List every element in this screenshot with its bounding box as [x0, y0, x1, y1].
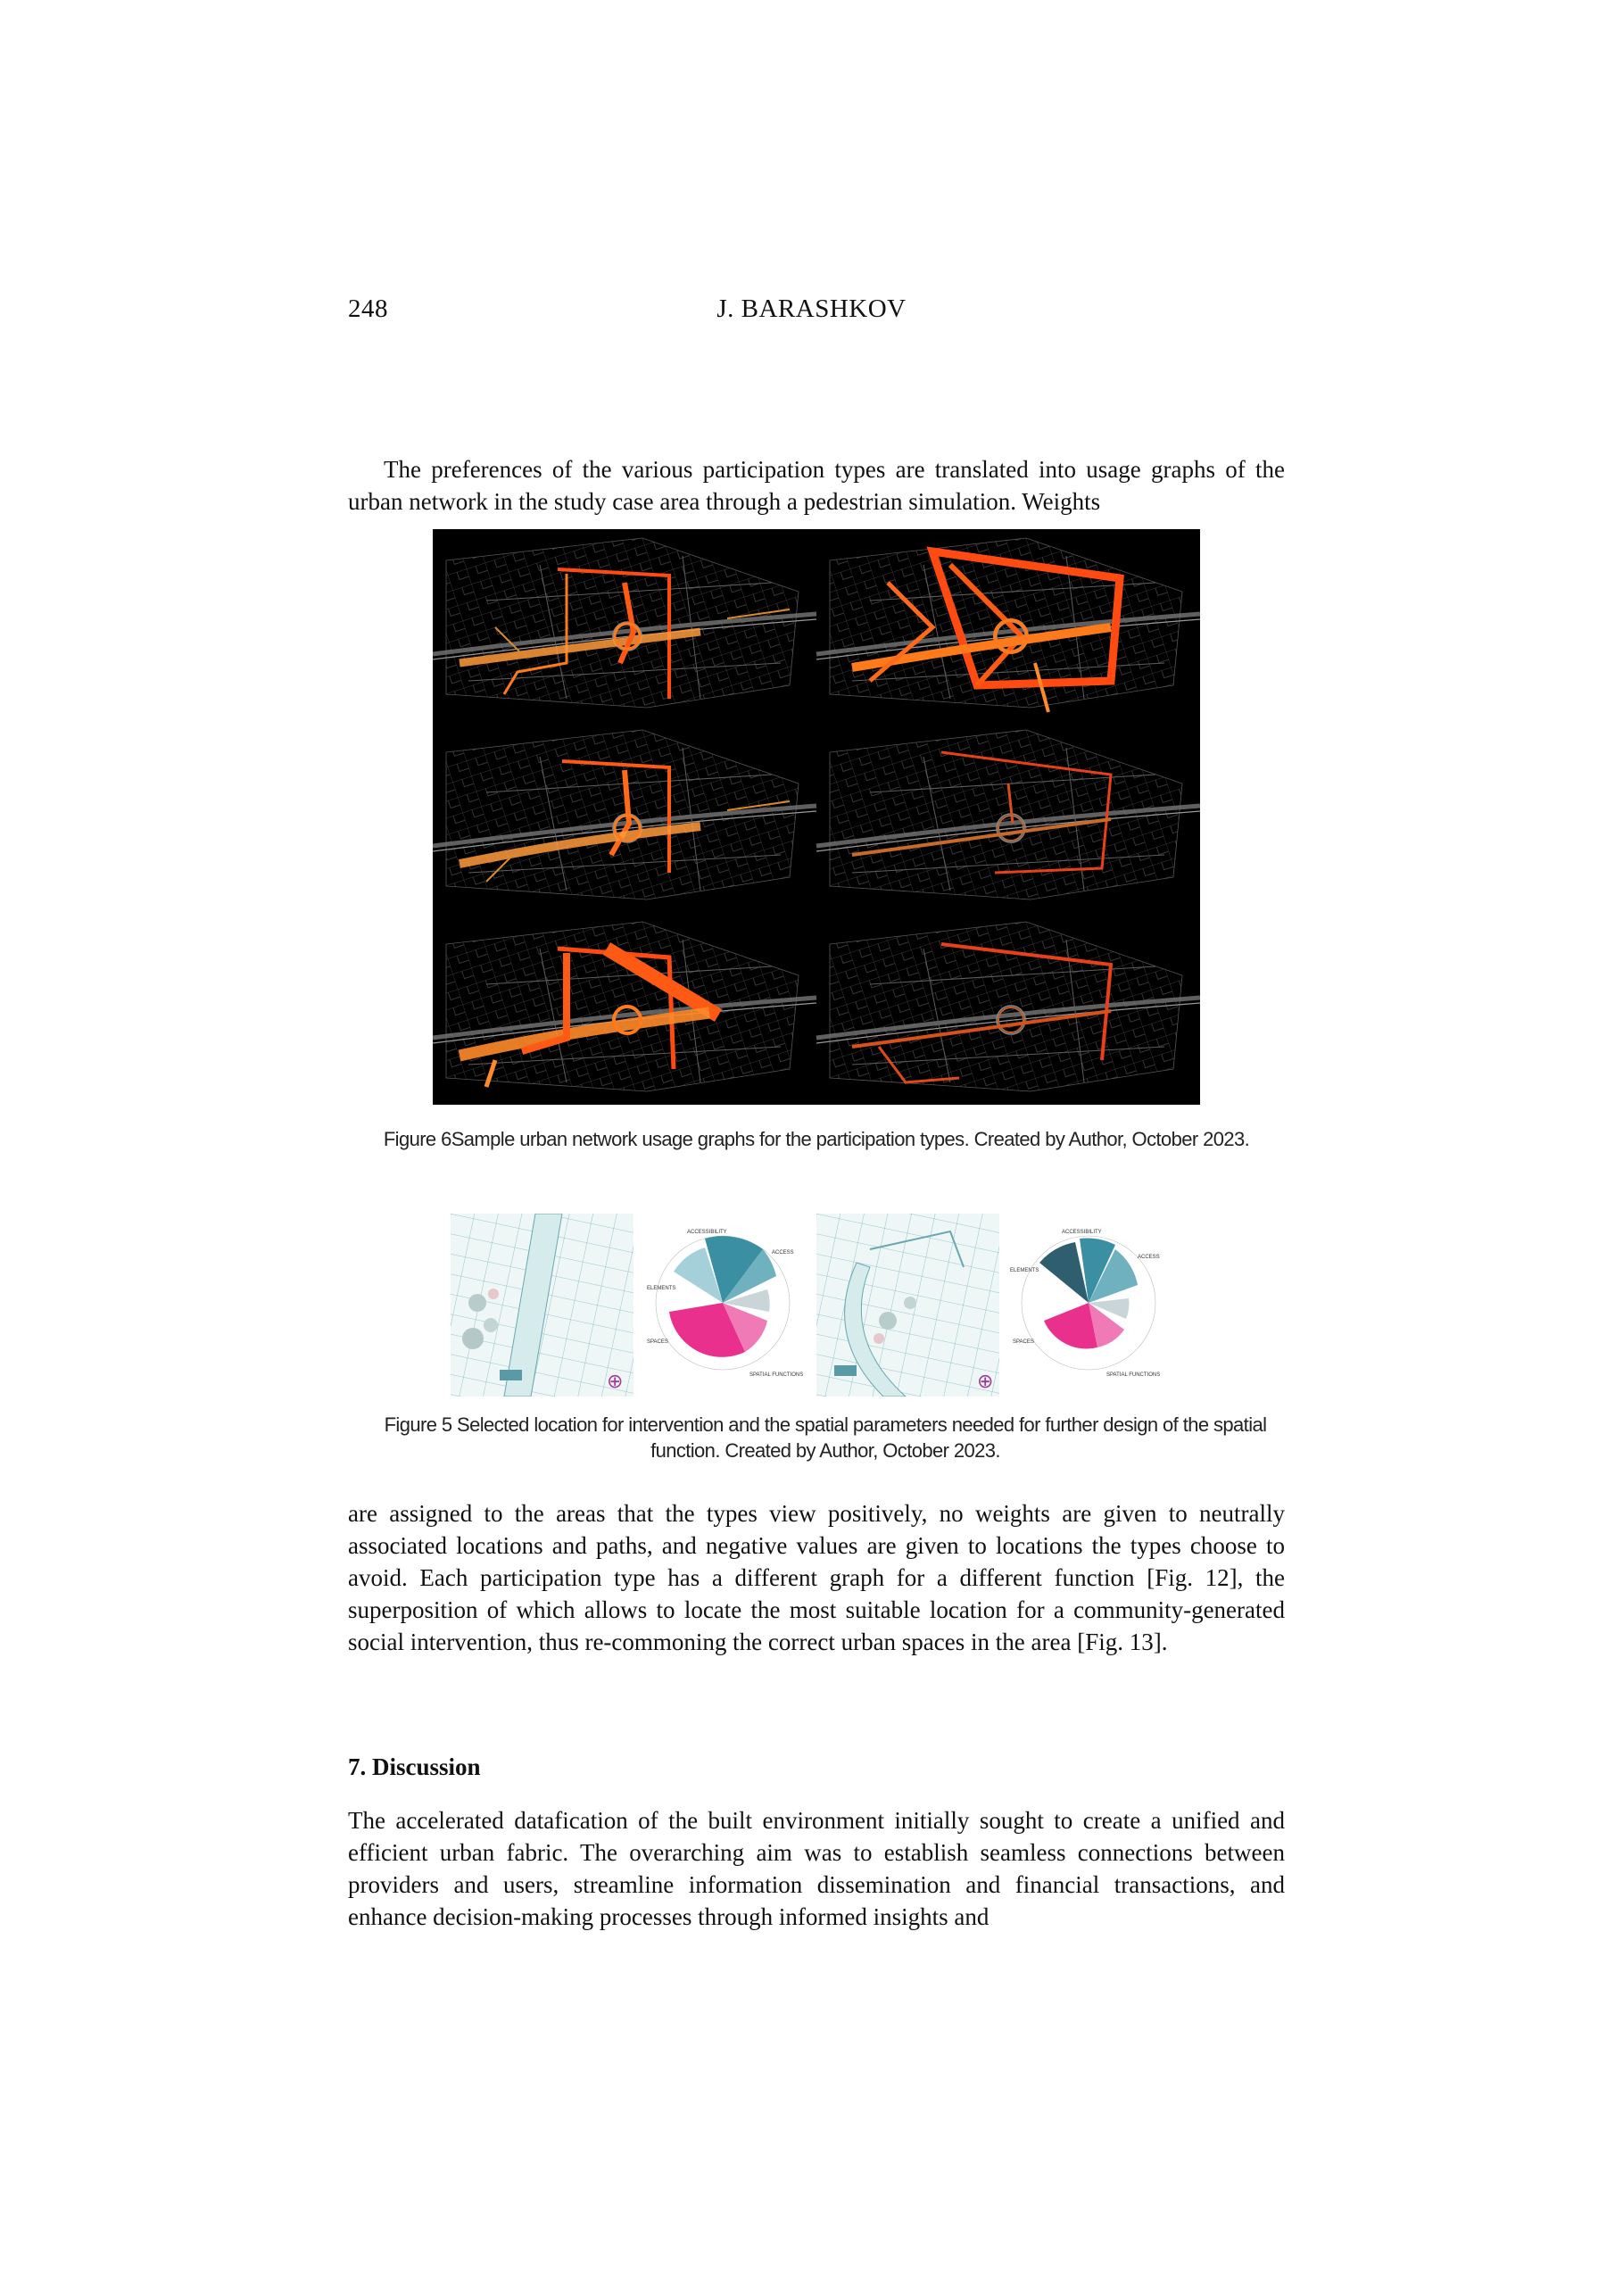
figure-6-caption: Figure 6Sample urban network usage graphs for the participation types. Created by Author, October 2023.	[383, 1128, 1250, 1150]
usage-graph-5	[433, 922, 816, 1091]
usage-graphs-grid	[433, 529, 1200, 1105]
figure-5-caption: Figure 5 Selected location for intervention and the spatial parameters needed for further design of the spatial function. Created by Author, October 2023.	[384, 1413, 1267, 1462]
paragraph-continued: are assigned to the areas that the types view positively, no weights are given to neutrally associated locations and paths, and negative values are given to locations the types choose to avoid. Each participation type has a different graph for a different function [Fig. 12], the superposition of which allows to locate the most suitable location for a community-generated social intervention, thus re-commoning the correct urban spaces in the area [Fig. 13].	[348, 1500, 1285, 1655]
running-title: J. BARASHKOV	[716, 294, 907, 323]
section-heading: 7. Discussion	[348, 1753, 481, 1780]
usage-graph-3	[433, 730, 816, 899]
location-map-1	[451, 1214, 633, 1397]
usage-graph-1	[433, 538, 816, 708]
page-number: 248	[348, 294, 388, 323]
polar-parameter-chart-1	[647, 1230, 803, 1378]
svg-text:ACCESS: ACCESS	[772, 1250, 794, 1256]
figure-5-image	[451, 1214, 1164, 1397]
usage-graph-4	[816, 730, 1200, 899]
svg-text:SPATIAL FUNCTIONS: SPATIAL FUNCTIONS	[749, 1372, 804, 1378]
svg-text:ACCESSIBILITY: ACCESSIBILITY	[1062, 1230, 1102, 1235]
usage-graph-6	[816, 922, 1200, 1091]
paragraph-top: The preferences of the various participation types are translated into usage graphs of the urban network in the study case area through a pedestrian simulation. Weights	[348, 456, 1285, 515]
polar-parameter-chart-2	[1010, 1230, 1160, 1378]
svg-text:ACCESSIBILITY: ACCESSIBILITY	[687, 1230, 727, 1235]
location-map-2	[816, 1214, 999, 1397]
svg-text:ACCESS: ACCESS	[1138, 1255, 1160, 1260]
section-paragraph: The accelerated datafication of the built environment initially sought to create a unified and efficient urban fabric. The overarching aim was to establish seamless connections between providers and users, streamline information dissemination and financial transactions, and enhance decision-making processes through informed insights and	[348, 1807, 1285, 1930]
svg-text:⊕: ⊕	[977, 1371, 994, 1393]
svg-text:⊕: ⊕	[607, 1371, 624, 1393]
intervention-location-panels	[451, 1214, 1164, 1397]
usage-graph-2	[816, 538, 1200, 712]
svg-text:SPATIAL FUNCTIONS: SPATIAL FUNCTIONS	[1106, 1372, 1161, 1378]
figure-6-image	[433, 529, 1200, 1105]
svg-text:ELEMENTS: ELEMENTS	[647, 1286, 676, 1291]
svg-text:SPACES: SPACES	[647, 1339, 668, 1345]
svg-text:ELEMENTS: ELEMENTS	[1010, 1268, 1039, 1273]
svg-text:SPACES: SPACES	[1013, 1339, 1034, 1345]
